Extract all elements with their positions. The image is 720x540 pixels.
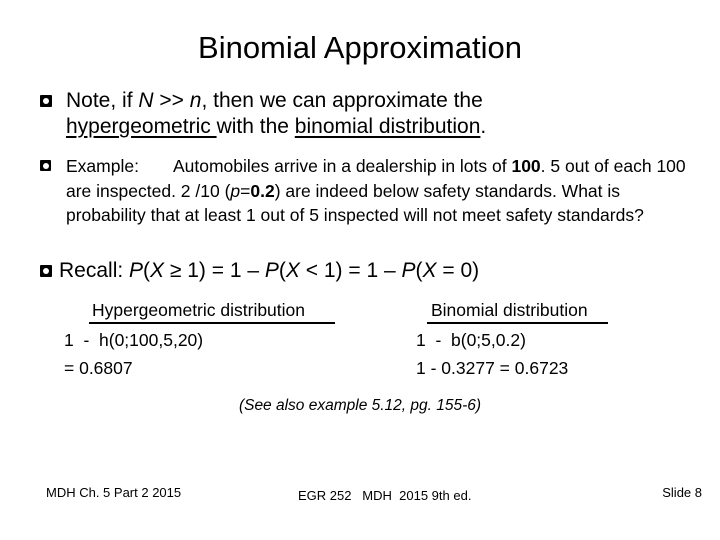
- binomial-expression: 1 - b(0;5,0.2): [416, 330, 526, 350]
- bullet-note: [40, 88, 700, 140]
- heading-underline: [89, 322, 335, 324]
- binomial-distribution-link[interactable]: binomial distribution: [294, 115, 481, 138]
- hypergeometric-heading: Hypergeometric distribution: [89, 299, 335, 321]
- hypergeometric-calc: [64, 326, 203, 382]
- footer-center: EGR 252 MDH 2015 9th ed.: [298, 488, 472, 503]
- checkbox-bullet-icon: [40, 160, 51, 171]
- bullet-note-text: Note, if N >> n, then we can approximate the hypergeometric with the binomial distribution.: [66, 89, 487, 138]
- binomial-heading: Binomial distribution: [427, 299, 608, 321]
- bullet-example: [40, 154, 700, 228]
- footer-slide-number: Slide 8: [662, 485, 702, 500]
- binomial-result: 1 - 0.3277 = 0.6723: [416, 358, 569, 378]
- heading-underline: [427, 322, 608, 324]
- slide-title: Binomial Approximation: [198, 30, 522, 65]
- hypergeometric-link[interactable]: hypergeometric: [66, 115, 217, 138]
- checkbox-bullet-icon: [40, 265, 52, 277]
- footer-left: MDH Ch. 5 Part 2 2015: [46, 485, 182, 500]
- bullet-recall-text: Recall: P(X ≥ 1) = 1 – P(X < 1) = 1 – P(X = 0): [59, 259, 480, 282]
- bullet-recall: [40, 258, 700, 284]
- binomial-calc: [416, 326, 568, 382]
- reference-note: (See also example 5.12, pg. 155-6): [238, 397, 482, 414]
- hypergeometric-expression: 1 - h(0;100,5,20): [64, 330, 204, 350]
- checkbox-bullet-icon: [40, 95, 52, 107]
- bullet-example-text: Example: Automobiles arrive in a dealership in lots of 100. 5 out of each 100 are inspected. 2 /10 (p=0.2) are indeed below safety standards. What is probability that at least 1 out of 5 inspected will not meet safety standards?: [66, 156, 686, 225]
- hypergeometric-result: = 0.6807: [64, 358, 133, 378]
